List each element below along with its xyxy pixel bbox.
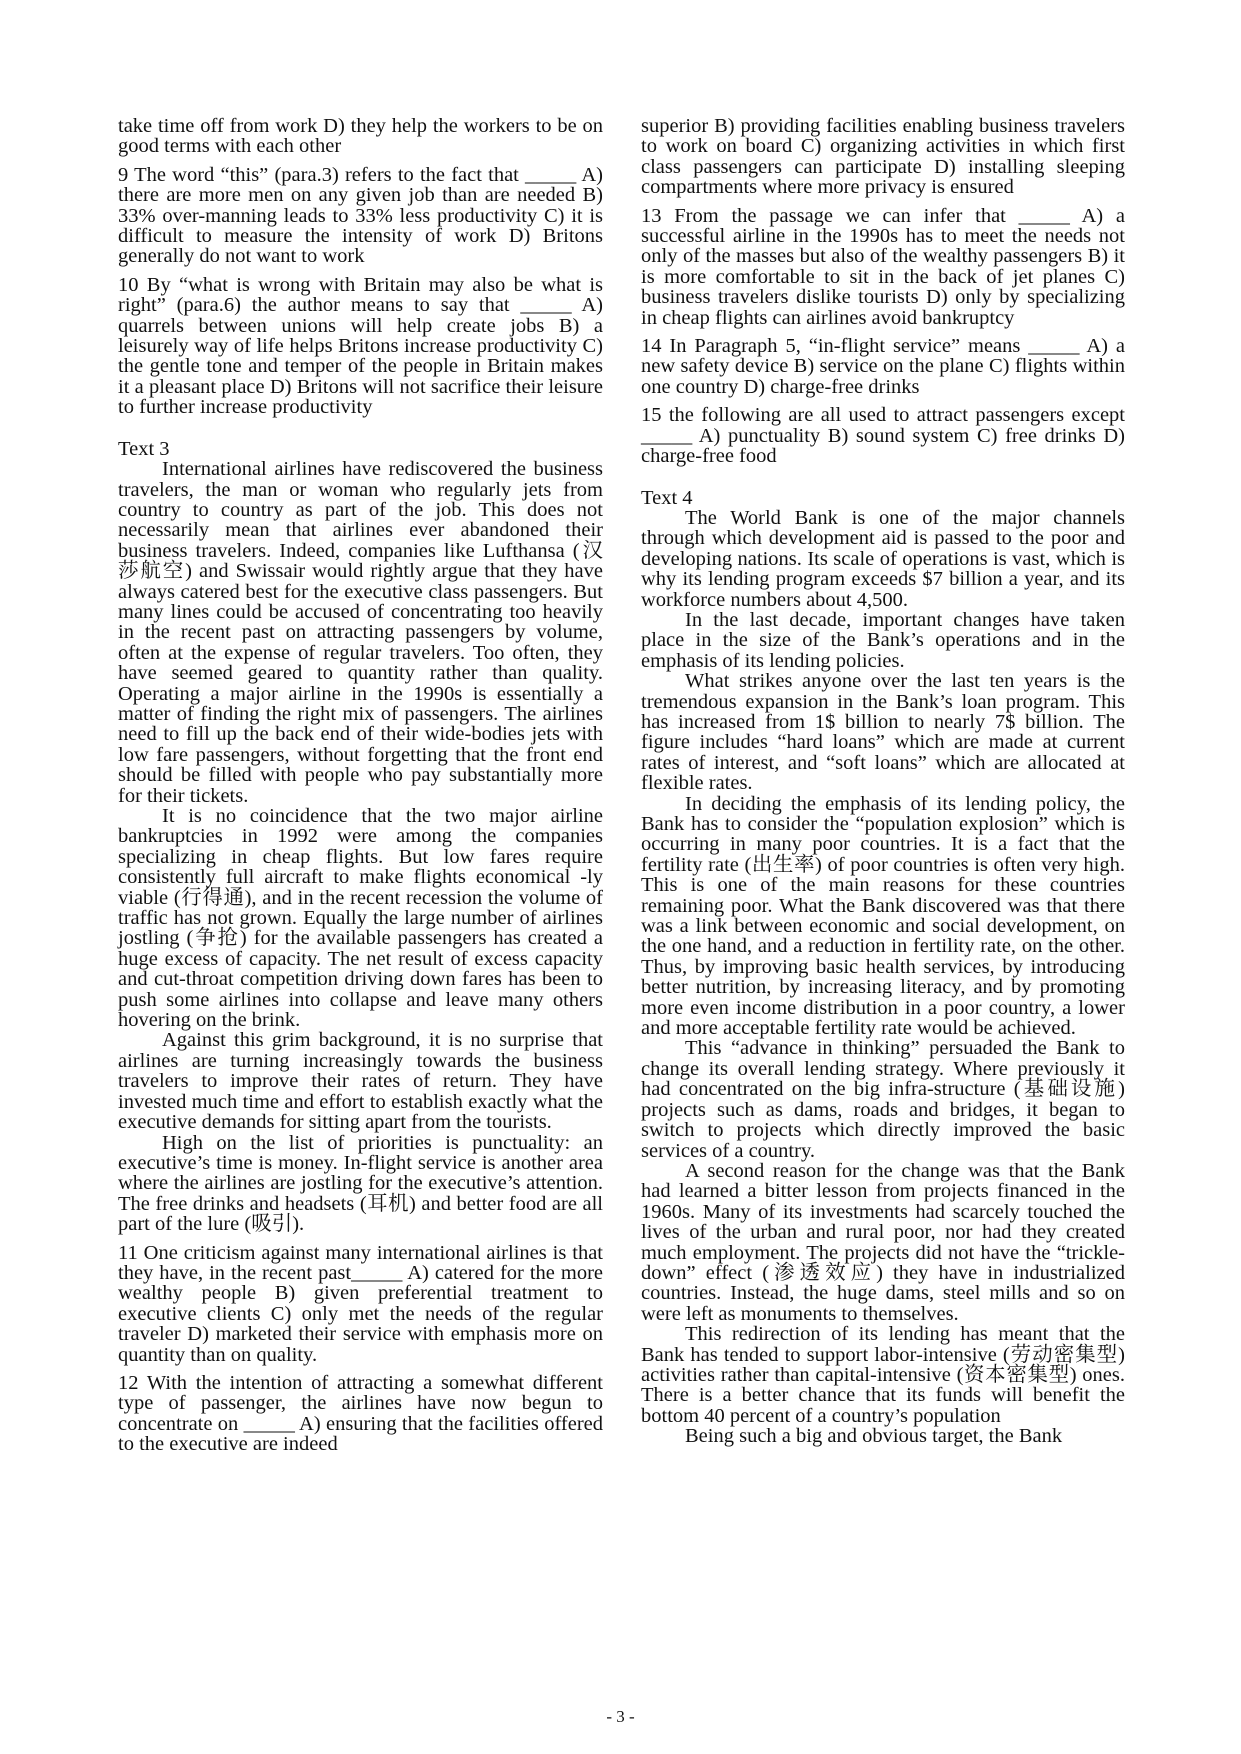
question-13: 13 From the passage we can infer that _____ A) a successful airline in the 1990s has to meet the needs not only of the masses but also of the wealthy passengers B) it is more comfortable to sit in the back of jet planes C) business travelers dislike tourists D) only by specializing in cheap flights can airlines avoid bankruptcy <box>641 204 1125 329</box>
text-3-paragraph-4: High on the list of priorities is punctuality: an executive’s time is money. In-flight service is another area where the airlines are jostling for the executive’s attention. The free drinks and headsets (耳机) and better food are all part of the lure (吸引). <box>118 1131 603 1236</box>
text-4-paragraph-4: In deciding the emphasis of its lending policy, the Bank has to consider the “population explosion” which is occurring in many poor countries. It is a fact that the fertility rate (出生率) of poor countries is often very high. This is one of the main reasons for these countries remaining poor. What the Bank discovered was that there was a link between economic and social development, on the one hand, and a reduction in fertility rate, on the other. Thus, by improving basic health services, by introducing better nutrition, by increasing literacy, and by promoting more even income distribution in a poor country, a lower and more acceptable fertility rate would be achieved. <box>641 792 1125 1040</box>
text-3-paragraph-2: It is no coincidence that the two major airline bankruptcies in 1992 were among the companies specializing in cheap flights. But low fares require consistently full aircraft to make flights economical -ly viable (行得通), and in the recent recession the volume of traffic has not grown. Equally the large number of airlines jostling (争抢) for the available passengers has created a huge excess of capacity. The net result of excess capacity and cut-throat competition driving down fares has been to push some airlines into collapse and leave many others hovering on the brink. <box>118 805 603 1032</box>
text-4-paragraph-3: What strikes anyone over the last ten years is the tremendous expansion in the Bank’s loan program. This has increased from 1$ billion to nearly 7$ billion. The figure includes “hard loans” which are made at current rates of interest, and “soft loans” which are allocated at flexible rates. <box>641 670 1125 795</box>
question-11: 11 One criticism against many international airlines is that they have, in the recent past_____ A) catered for the more wealthy people B) given preferential treatment to executive clients C) only met the needs of the regular traveler D) marketed their service with emphasis more on quantity than on quality. <box>118 1241 603 1366</box>
text-4-paragraph-1: The World Bank is one of the major channels through which development aid is passed to the poor and developing nations. Its scale of operations is vast, which is why its lending program exceeds $7 billion a year, and its workforce numbers about 4,500. <box>641 506 1125 611</box>
text-4-heading: Text 4 <box>641 486 693 509</box>
question-12-head: 12 With the intention of attracting a somewhat different type of passenger, the airlines have now begun to concentrate on _____ A) ensuring that the facilities offered to the executive are indeed <box>118 1371 603 1456</box>
text-4-paragraph-8: Being such a big and obvious target, the Bank <box>685 1425 1063 1448</box>
text-4-paragraph-5: This “advance in thinking” persuaded the Bank to change its overall lending strategy. Where previously it had concentrated on the big infra-structure (基础设施) projects such as dams, roads and bridges, it began to switch to projects which directly improved the basic services of a country. <box>641 1037 1125 1162</box>
text-4-paragraph-2: In the last decade, important changes have taken place in the size of the Bank’s operations and in the emphasis of its lending policies. <box>641 608 1125 672</box>
text-4-paragraph-6: A second reason for the change was that the Bank had learned a bitter lesson from projects financed in the 1960s. Many of its investments had scarcely touched the lives of the urban and rural poor, nor had they created much employment. The projects did not have the “trickle-down” effect (渗透效应) they have in industrialized countries. Instead, the huge dams, steel mills and so on were left as monuments to themselves. <box>641 1159 1125 1325</box>
question-12-tail: superior B) providing facilities enabling business travelers to work on board C) organizing activities in which first class passengers can participate D) installing sleeping compartments where more privacy is ensured <box>641 115 1125 199</box>
text-3-paragraph-1: International airlines have rediscovered the business travelers, the man or woman who regularly jets from country to country as part of the job. This does not necessarily mean that airlines ever abandoned their business travelers. Indeed, companies like Lufthansa (汉莎航空) and Swissair would rightly argue that they have always catered best for the executive class passengers. But many lines could be accused of concentrating too heavily in the recent past on attracting passengers by volume, often at the expense of regular travelers. Too often, they have seemed geared to quantity rather than quality. Operating a major airline in the 1990s is essentially a matter of finding the right mix of passengers. The airlines need to fill up the back end of their wide-bodies jets with low fare passengers, without forgetting that the front end should be filled with people who pay substantially more for their tickets. <box>118 458 603 807</box>
question-9: 9 The word “this” (para.3) refers to the fact that _____ A) there are more men on any given job than are needed B) 33% over-manning leads to 33% less productivity C) it is difficult to measure the intensity of work D) Britons generally do not want to work <box>118 163 603 268</box>
right-column <box>641 116 1125 1447</box>
text-4-paragraph-7: This redirection of its lending has meant that the Bank has tended to support labor-intensive (劳动密集型) activities rather than capital-intensive (资本密集型) ones. There is a better chance that its funds will benefit the bottom 40 percent of a country’s population <box>641 1323 1125 1427</box>
page-number: - 3 - <box>606 1707 635 1726</box>
question-15: 15 the following are all used to attract passengers except _____ A) punctuality B) sound system C) free drinks D) charge-free food <box>641 404 1125 468</box>
question-10: 10 By “what is wrong with Britain may also be what is right” (para.6) the author means to say that _____ A) quarrels between unions will help create jobs B) a leisurely way of life helps Britons increase productivity C) the gentle tone and temper of the people in Britain makes it a pleasant place D) Britons will not sacrifice their leisure to further increase productivity <box>118 273 603 419</box>
question-14: 14 In Paragraph 5, “in-flight service” means _____ A) a new safety device B) service on the plane C) flights within one country D) charge-free drinks <box>641 335 1125 398</box>
text-3-paragraph-3: Against this grim background, it is no surprise that airlines are turning increasingly towards the business travelers to improve their rates of return. They have invested much time and effort to establish exactly what the executive demands for sitting apart from the tourists. <box>118 1029 603 1134</box>
question-8-tail: take time off from work D) they help the workers to be on good terms with each other <box>118 115 603 158</box>
text-3-heading: Text 3 <box>118 437 170 460</box>
left-column <box>118 116 603 1455</box>
